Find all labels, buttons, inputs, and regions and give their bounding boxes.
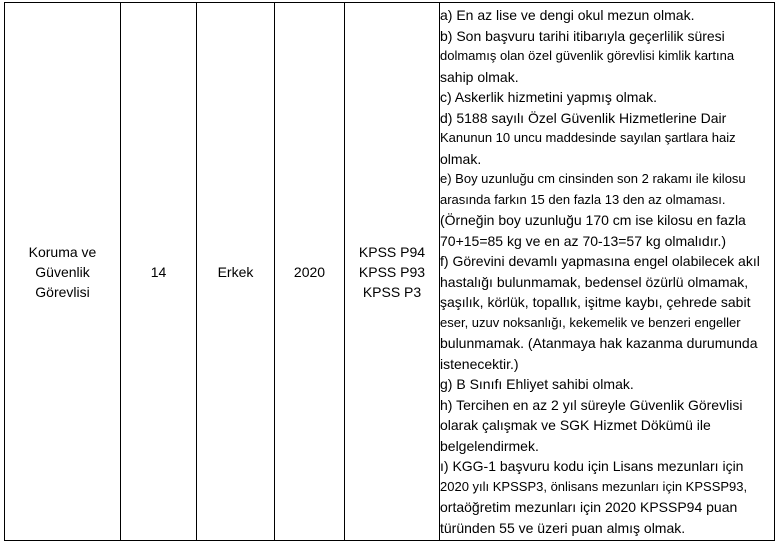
requirement-line: türünden 55 ve üzeri puan almış olmak.	[440, 519, 686, 536]
requirement-line: belgelendirmek.	[440, 437, 539, 454]
requirement-line: şaşılık, körlük, topallık, işitme kaybı, çehrede sabit	[440, 294, 751, 310]
requirement-line: ortaöğretim mezunları için 2020 KPSSP94 puan	[440, 499, 738, 515]
year-cell: 2020	[275, 3, 345, 541]
table-row	[5, 3, 775, 541]
exam-type-line-3: KPSS P3	[362, 283, 422, 300]
requirement-line: h) Tercihen en az 2 yıl süreyle Güvenlik Görevlisi	[440, 396, 743, 413]
position-title-line-3: Görevlisi	[35, 283, 90, 300]
position-title-line-2: Güvenlik	[35, 263, 90, 280]
exam-type-cell	[345, 3, 440, 541]
position-table	[4, 2, 775, 541]
exam-type-line-1: KPSS P94	[358, 243, 426, 260]
requirement-line: ı) KGG-1 başvuru kodu için Lisans mezunları için	[440, 458, 744, 474]
requirement-line: 70+15=85 kg ve en az 70-13=57 kg olmalıdır.)	[440, 232, 727, 249]
requirement-line: d) 5188 sayılı Özel Güvenlik Hizmetlerine Dair	[440, 109, 727, 126]
requirement-line: istenecektir.)	[440, 355, 519, 372]
requirement-line: dolmamış olan özel güvenlik görevlisi kimlik kartına	[440, 48, 735, 63]
exam-type-line-2: KPSS P93	[358, 263, 426, 280]
requirement-line: c) Askerlik hizmetini yapmış olmak.	[440, 89, 658, 105]
requirement-line: b) Son başvuru tarihi itibarıyla geçerlilik süresi	[440, 27, 725, 44]
requirement-line: arasında farkın 15 den fazla 13 den az olmaması.	[440, 191, 726, 207]
requirement-line: sahip olmak.	[440, 68, 519, 85]
requirement-line: a) En az lise ve dengi okul mezun olmak.	[440, 7, 695, 23]
position-title-line-1: Koruma ve	[28, 243, 97, 260]
gender-cell: Erkek	[197, 3, 275, 541]
position-title-cell	[5, 3, 121, 541]
requirement-line: olarak çalışmak ve SGK Hizmet Dökümü ile	[440, 417, 711, 433]
requirement-line: olmak.	[440, 150, 482, 167]
requirement-line: g) B Sınıfı Ehliyet sahibi olmak.	[440, 376, 634, 392]
requirement-line: 2020 yılı KPSSP3, önlisans mezunları için KPSSP93,	[440, 478, 748, 494]
position-count-cell: 14	[121, 3, 197, 541]
requirements-cell	[440, 3, 775, 541]
requirement-line: hastalığı bulunmamak, bedensel özürlü olmamak,	[440, 273, 749, 290]
requirement-line: (Örneğin boy uzunluğu 170 cm ise kilosu en fazla	[440, 212, 746, 228]
requirement-line: Kanunun 10 uncu maddesinde sayılan şartlara haiz	[440, 130, 736, 145]
requirement-line: bulunmamak. (Atanmaya hak kazanma durumunda	[440, 335, 758, 351]
requirement-line: eser, uzuv noksanlığı, kekemelik ve benzeri engeller	[440, 314, 741, 330]
requirement-line: f) Görevini devamlı yapmasına engel olabilecek akıl	[440, 253, 760, 269]
requirement-line: e) Boy uzunluğu cm cinsinden son 2 rakamı ile kilosu	[440, 171, 746, 186]
